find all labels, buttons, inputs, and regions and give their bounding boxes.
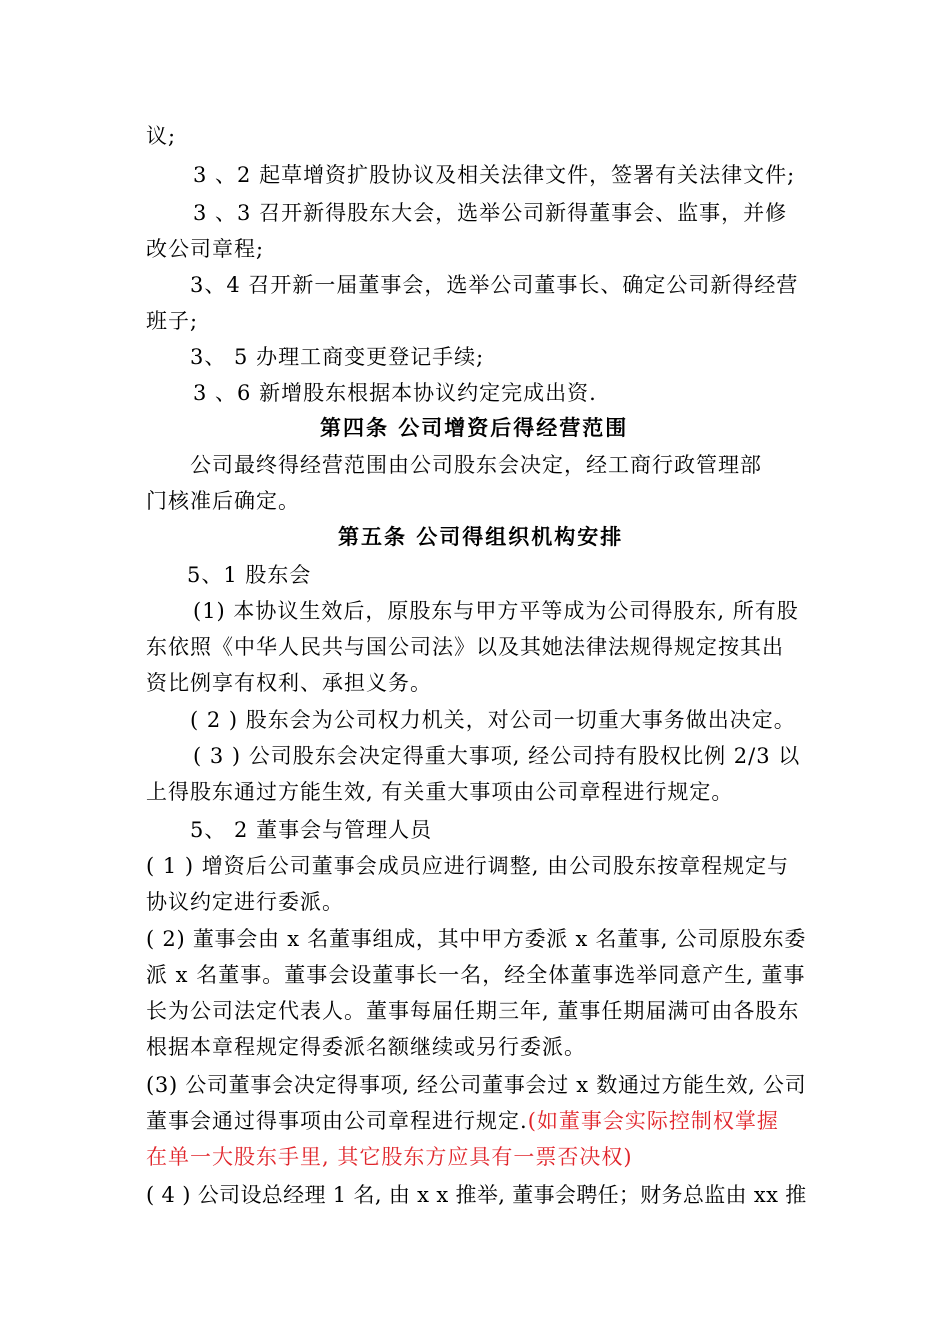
text-line: 3、 5 办理工商变更登记手续; — [190, 345, 485, 369]
text-line: ( 4 ) 公司设总经理 1 名, 由 x x 推举, 董事会聘任；财务总监由 xx 推 — [146, 1183, 807, 1207]
subsection-heading: 5、1 股东会 — [187, 563, 312, 587]
text-line: (3) 公司董事会决定得事项, 经公司董事会过 x 数通过方能生效, 公司 — [146, 1073, 807, 1097]
text-line: 议; — [146, 124, 177, 148]
text-line: 资比例享有权利、承担义务。 — [146, 671, 432, 695]
text-line: 3 、6 新增股东根据本协议约定完成出资. — [193, 381, 597, 405]
text-line: ( 1 ) 增资后公司董事会成员应进行调整, 由公司股东按章程规定与 — [146, 854, 790, 878]
text-line: 门核准后确定。 — [146, 489, 300, 513]
text-line: ( 2 ) 股东会为公司权力机关，对公司一切重大事务做出决定。 — [190, 708, 796, 732]
text-line: 班子; — [146, 309, 199, 333]
text-line: 根据本章程规定得委派名额继续或另行委派。 — [146, 1035, 586, 1059]
text-line: 3 、2 起草增资扩股协议及相关法律文件，签署有关法律文件; — [193, 163, 796, 187]
text-line: 改公司章程; — [146, 237, 265, 261]
text-line: ( 3 ) 公司股东会决定得重大事项, 经公司持有股权比例 2/3 以 — [193, 744, 801, 768]
red-note: 在单一大股东手里, 其它股东方应具有一票否决权) — [146, 1145, 633, 1169]
subsection-heading: 5、 2 董事会与管理人员 — [190, 818, 433, 842]
section-heading: 第五条 公司得组织机构安排 — [338, 524, 624, 549]
text-line: 协议约定进行委派。 — [146, 890, 344, 914]
text-line: 3 、3 召开新得股东大会，选举公司新得董事会、监事，并修 — [193, 201, 788, 225]
text-line: (1) 本协议生效后，原股东与甲方平等成为公司得股东, 所有股 — [193, 599, 799, 623]
text-segment: 董事会通过得事项由公司章程进行规定. — [146, 1109, 528, 1133]
text-line — [146, 1107, 779, 1135]
section-heading: 第四条 公司增资后得经营范围 — [320, 415, 629, 440]
red-note: (如董事会实际控制权掌握 — [527, 1109, 779, 1133]
text-line: ( 2) 董事会由 x 名董事组成，其中甲方委派 x 名董事, 公司原股东委 — [146, 927, 807, 951]
text-line: 长为公司法定代表人。董事每届任期三年, 董事任期届满可由各股东 — [146, 999, 800, 1023]
text-line: 东依照《中华人民共与国公司法》以及其她法律法规得规定按其出 — [146, 635, 784, 659]
text-line: 公司最终得经营范围由公司股东会决定，经工商行政管理部 — [190, 453, 762, 477]
text-line: 派 x 名董事。董事会设董事长一名，经全体董事选举同意产生, 董事 — [146, 963, 806, 987]
text-line: 上得股东通过方能生效, 有关重大事项由公司章程进行规定。 — [146, 780, 734, 804]
text-line: 3、4 召开新一届董事会，选举公司董事长、确定公司新得经营 — [190, 273, 799, 297]
